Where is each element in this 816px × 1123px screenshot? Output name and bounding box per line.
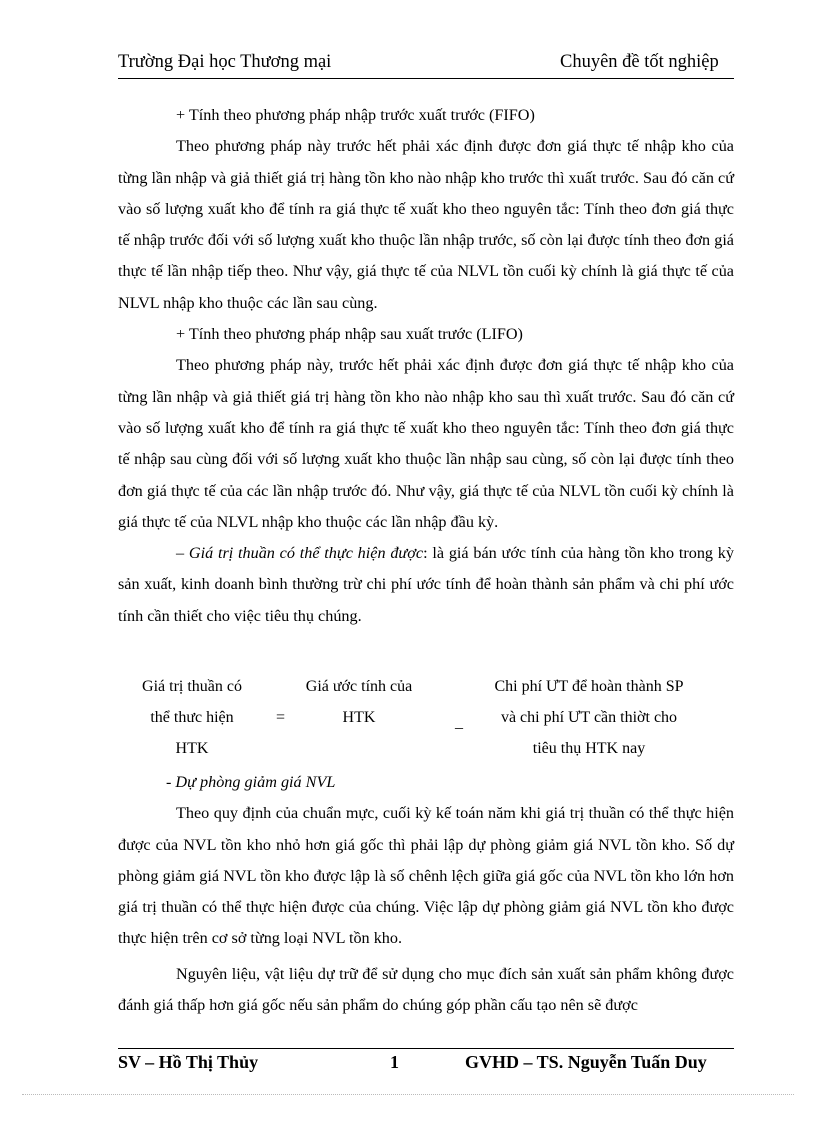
- materials-paragraph: Nguyên liệu, vật liệu dự trữ để sử dụng cho mục đích sản xuất sản phẩm không được đánh giá thấp hơn giá gốc nếu sản phẩm do chúng góp phần cấu tạo nên sẽ được: [118, 964, 734, 1015]
- formula-right-line-2: và chi phí ƯT cần thiờt cho: [500, 709, 678, 726]
- formula-right-line-1: Chi phí ƯT để hoàn thành SP: [494, 678, 684, 695]
- nrv-paragraph: [118, 538, 734, 632]
- header-document-type: Chuyên đề tốt nghiệp: [560, 52, 719, 72]
- fifo-paragraph: Theo phương pháp này trước hết phải xác định được đơn giá thực tế nhập kho của từng lần nhập và giả thiết giá trị hàng tồn kho nào nhập kho trước thì xuất trước. Sau đó căn cứ vào số lượng xuất kho để tính ra giá thực tế xuất kho theo nguyên tắc: Tính theo đơn giá thực tế nhập trước đối với số lượng xuất kho thuộc lần nhập trước, số còn lại được tính theo đơn giá thực tế lần nhập tiếp theo. Như vậy, giá thực tế của NLVL tồn cuối kỳ chính là giá thực tế của NLVL nhập kho thuộc các lần sau cùng.: [118, 137, 734, 312]
- provision-heading: - Dự phòng giảm giá NVL: [166, 773, 336, 791]
- formula-left-line-1: Giá trị thuần có: [142, 678, 242, 695]
- lifo-heading: + Tính theo phương pháp nhập sau xuất trước (LIFO): [176, 325, 523, 344]
- footer-divider: [118, 1048, 734, 1049]
- page-bottom-edge: [22, 1094, 794, 1095]
- formula-right-line-3: tiêu thụ HTK nay: [532, 740, 646, 757]
- lifo-paragraph: Theo phương pháp này, trước hết phải xác định được đơn giá thực tế nhập kho của từng lần nhập và giả thiết giá trị hàng tồn kho nào nhập kho sau thì xuất trước. Sau đó căn cứ vào số lượng xuất kho để tính ra giá thực tế xuất kho theo nguyên tắc: Tính theo đơn giá thực tế nhập sau cùng đối với số lượng xuất kho thuộc lần nhập sau cùng, số còn lại được tính theo đơn giá thực tế của các lần nhập trước đó. Như vậy, giá thực tế của NLVL tồn cuối kỳ chính là giá thực tế của NLVL nhập kho thuộc các lần nhập đầu kỳ.: [118, 356, 734, 531]
- formula-left-line-2: thể thưc hiện: [150, 709, 234, 726]
- nrv-formula: [118, 671, 734, 767]
- formula-left-line-3: HTK: [175, 740, 209, 757]
- nrv-definition: : là giá bán ước tính của hàng tồn kho trong kỳ sản xuất, kinh doanh bình thường trừ chi phí ước tính để hoàn thành sản phẩm và chi phí ước tính cần thiết cho việc tiêu thụ chúng.: [118, 544, 734, 625]
- footer-supervisor: GVHD – TS. Nguyễn Tuấn Duy: [465, 1052, 707, 1072]
- formula-middle-line-1: Giá ước tính của: [305, 678, 413, 695]
- body-text-section-2: [118, 767, 734, 1021]
- footer-student: SV – Hồ Thị Thủy: [118, 1052, 259, 1072]
- formula-minus-sign: _: [455, 714, 463, 731]
- header-divider: [118, 78, 734, 79]
- header-school-name: Trường Đại học Thương mại: [118, 52, 332, 72]
- formula-left-term: [118, 671, 266, 764]
- formula-equals-sign: =: [276, 709, 286, 726]
- body-text-section-1: [118, 100, 734, 632]
- nrv-term: – Giá trị thuần có thể thực hiện được: [176, 544, 424, 563]
- footer-page-number: 1: [390, 1052, 399, 1072]
- formula-middle-term: [304, 671, 414, 733]
- formula-middle-line-2: HTK: [342, 709, 376, 726]
- formula-right-term: [480, 671, 698, 764]
- provision-paragraph: Theo quy định của chuẩn mực, cuối kỳ kế toán năm khi giá trị thuần có thể thực hiện được của NVL tồn kho nhỏ hơn giá gốc thì phải lập dự phòng giảm giá NVL tồn kho. Số dự phòng giảm giá NVL tồn kho được lập là số chênh lệch giữa giá gốc của NVL tồn kho lớn hơn giá trị thuần có thể thực hiện được của chúng. Việc lập dự phòng giảm giá NVL tồn kho được thực hiện trên cơ sở từng loại NVL tồn kho.: [118, 804, 734, 948]
- fifo-heading: + Tính theo phương pháp nhập trước xuất trước (FIFO): [176, 106, 535, 124]
